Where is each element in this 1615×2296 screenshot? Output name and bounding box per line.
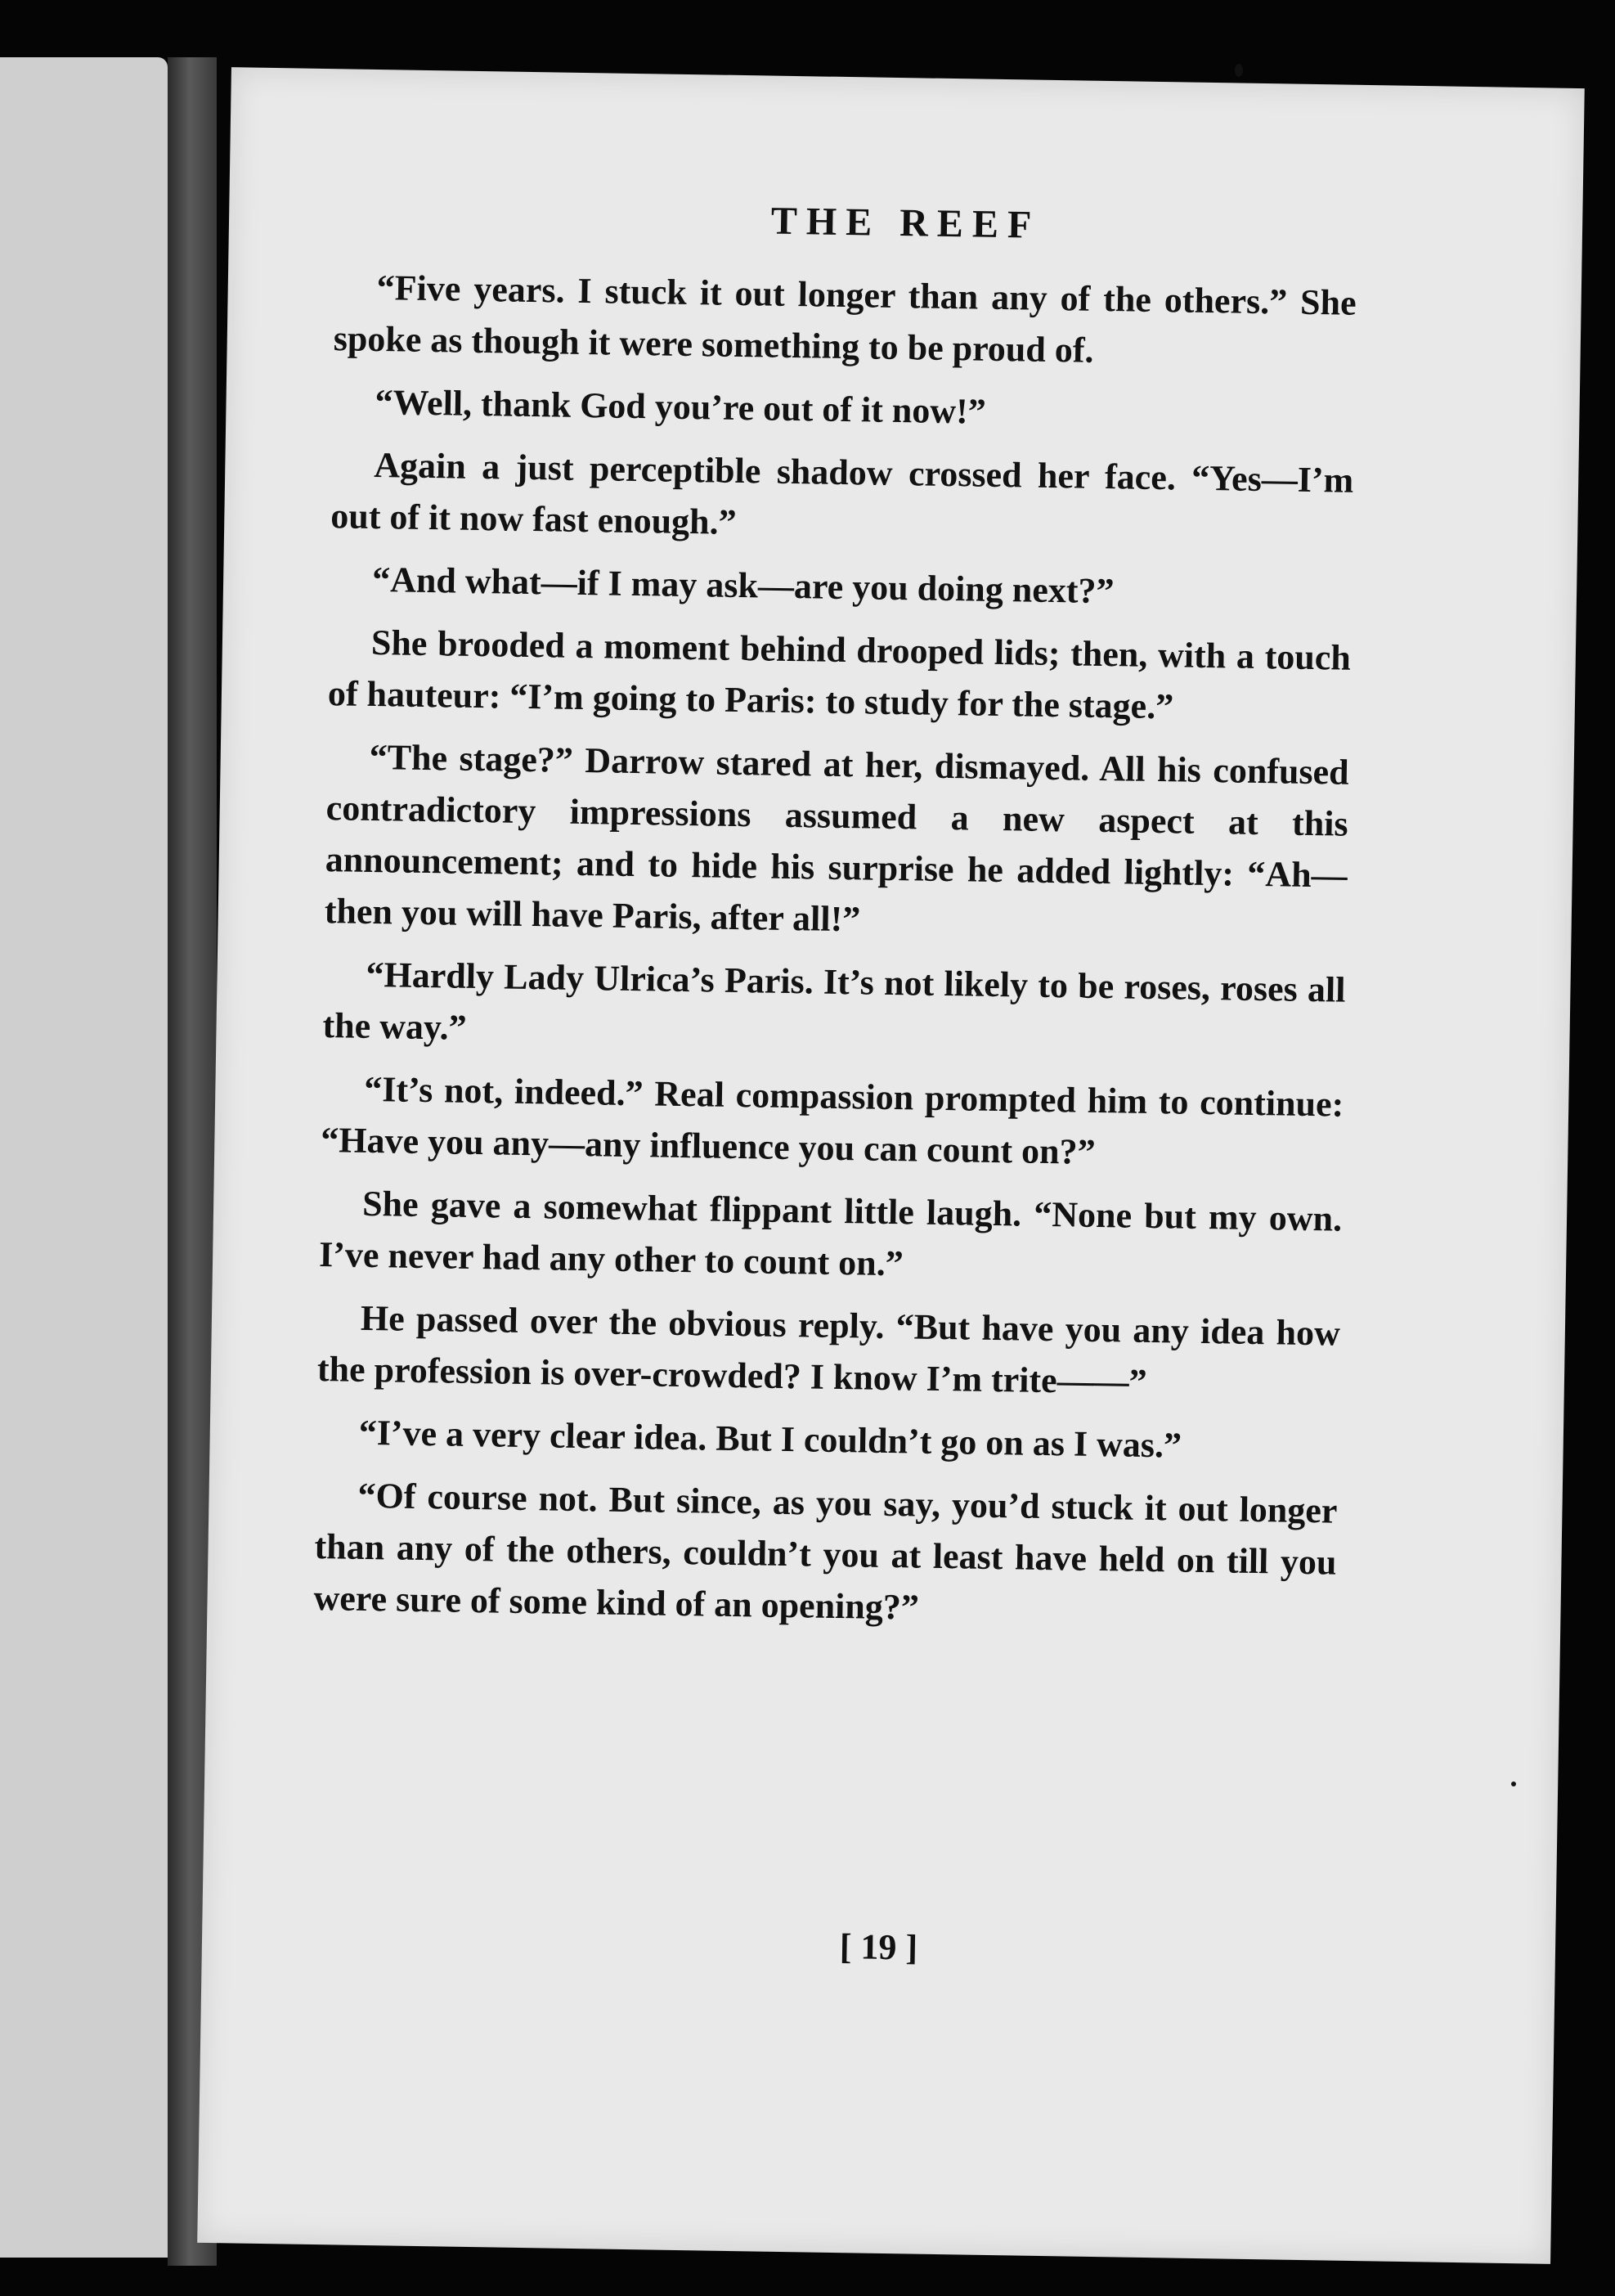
book-page xyxy=(197,67,1585,2264)
paragraph: She gave a somewhat flippant little laugh. “None but my own. I’ve never had any other to count on.” xyxy=(318,1183,1343,1284)
paragraph: “I’ve a very clear idea. But I couldn’t go on as I was.” xyxy=(358,1412,1182,1466)
paragraph: He passed over the obvious reply. “But have you any idea how the profession is over-crowded? I know I’m trite——” xyxy=(316,1297,1341,1402)
paragraph: “Well, thank God you’re out of it now!” xyxy=(375,381,987,432)
running-head: THE REEF xyxy=(770,199,1041,247)
paragraph: “It’s not, indeed.” Real compassion prompted him to continue: “Have you any—any influence you can count on?” xyxy=(321,1068,1344,1172)
paragraph: “And what—if I may ask—are you doing next?” xyxy=(371,559,1115,612)
paragraph: She brooded a moment behind drooped lids; then, with a touch of hauteur: “I’m going to Paris: to study for the stage.” xyxy=(327,622,1352,727)
paragraph: “Of course not. But since, as you say, you’d stuck it out longer than any of the others, couldn’t you at least have held on till you were sure of some kind of an opening?” xyxy=(313,1475,1338,1628)
paragraph: “The stage?” Darrow stared at her, dismayed. All his confused contradictory impressions assumed a new aspect at this announcement; and to hide his surprise he added lightly: “Ah—then you will have Paris, after all!” xyxy=(324,736,1350,940)
body-text xyxy=(313,261,1357,1651)
scan-speck xyxy=(1235,64,1243,77)
scan-speck xyxy=(1511,1782,1516,1786)
paragraph: “Hardly Lady Ulrica’s Paris. It’s not likely to be roses, roses all the way.” xyxy=(322,954,1346,1048)
page-number: [ 19 ] xyxy=(839,1926,918,1968)
previous-page-edge xyxy=(0,57,168,2258)
paragraph: “Five years. I stuck it out longer than any of the others.” She spoke as though it were something to be proud of. xyxy=(333,267,1357,371)
paragraph: Again a just perceptible shadow crossed her face. “Yes—I’m out of it now fast enough.” xyxy=(330,444,1354,542)
